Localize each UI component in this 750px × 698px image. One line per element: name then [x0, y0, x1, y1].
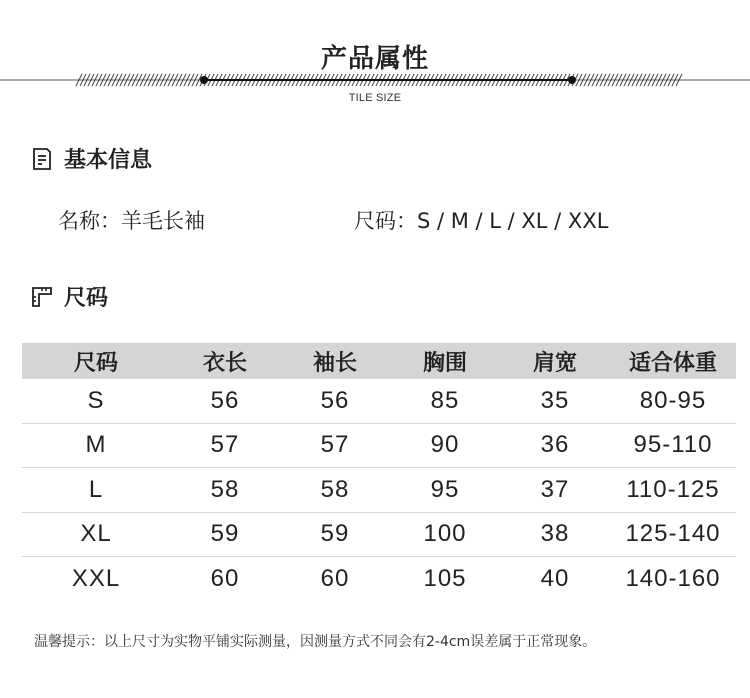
table-cell: 56: [210, 386, 240, 414]
header-sleeve: 袖长: [312, 350, 357, 376]
table-cell: 56: [320, 386, 350, 414]
table-cell: XXL: [71, 565, 121, 593]
table-cell: 36: [540, 431, 570, 459]
table-row: [22, 424, 736, 469]
size-heading: [30, 281, 108, 312]
table-row: [22, 379, 736, 424]
size-title: 尺码: [64, 286, 109, 311]
table-cell: XL: [80, 520, 112, 548]
table-cell: 140-160: [625, 565, 721, 593]
product-name: 名称：羊毛长袖: [58, 209, 205, 233]
table-cell: 95: [430, 475, 460, 503]
header-size: 尺码: [73, 350, 118, 376]
header-shoulder: 肩宽: [532, 350, 577, 376]
table-cell: 125-140: [625, 520, 721, 548]
size-table: [22, 343, 736, 602]
table-cell: 60: [210, 565, 240, 593]
table-cell: 85: [430, 386, 460, 414]
table-cell: 80-95: [639, 386, 707, 414]
table-cell: 37: [540, 475, 570, 503]
basic-info-heading: [30, 143, 152, 174]
basic-info-title: 基本信息: [64, 148, 153, 173]
table-cell: 59: [320, 520, 350, 548]
table-cell: 90: [430, 431, 460, 459]
table-cell: 95-110: [633, 431, 713, 459]
table-cell: 57: [210, 431, 240, 459]
table-row: [22, 557, 736, 602]
table-cell: 110-125: [626, 475, 720, 503]
table-cell: 60: [320, 565, 350, 593]
table-row: [22, 513, 736, 558]
table-cell: L: [88, 475, 104, 503]
page-title: 产品属性: [320, 44, 429, 74]
table-cell: 38: [540, 520, 570, 548]
table-cell: S: [87, 386, 105, 414]
header-weight: 适合体重: [628, 350, 717, 376]
size-table-header: [22, 343, 736, 379]
table-cell: 105: [423, 565, 467, 593]
table-cell: 58: [210, 475, 240, 503]
table-cell: 58: [320, 475, 350, 503]
header-chest: 胸围: [422, 350, 467, 376]
page-subtitle: TILE SIZE: [348, 92, 402, 104]
size-note: 温馨提示：以上尺寸为实物平铺实际测量，因测量方式不同会有2-4cm误差属于正常现象。: [34, 634, 597, 650]
document-icon: [30, 147, 54, 171]
header-length: 衣长: [202, 350, 247, 376]
table-cell: 57: [320, 431, 350, 459]
ruler-icon: [30, 285, 54, 309]
table-cell: M: [85, 431, 107, 459]
decorative-divider: [0, 66, 750, 92]
table-cell: 100: [423, 520, 467, 548]
table-cell: 40: [540, 565, 570, 593]
product-sizes: 尺码：S / M / L / XL / XXL: [354, 209, 609, 233]
table-cell: 59: [210, 520, 240, 548]
table-cell: 35: [540, 386, 570, 414]
table-row: [22, 468, 736, 513]
